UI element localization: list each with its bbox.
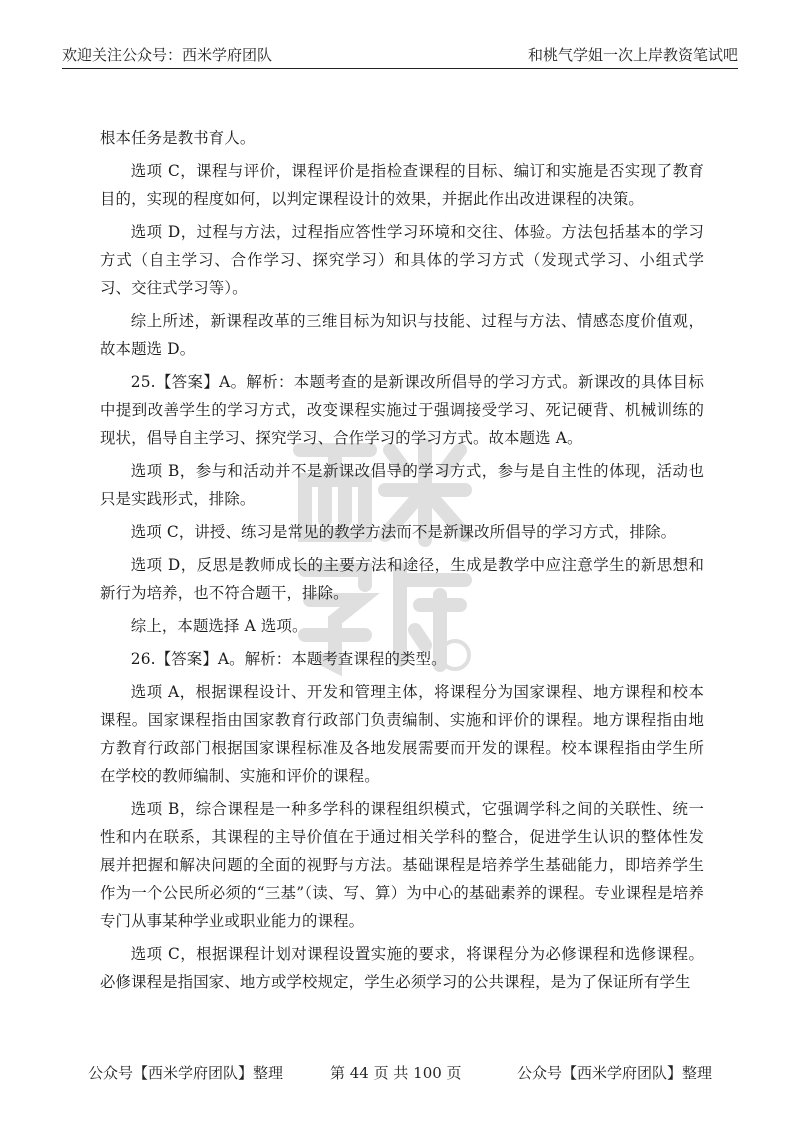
paragraph: 选项 D，过程与方法，过程指应答性学习环境和交往、体验。方法包括基本的学习方式（自主学习、合作学习、探究学习）和具体的学习方式（发现式学习、小组式学习、交往式学习等）。 (100, 223, 704, 297)
document-body (100, 124, 704, 1001)
paragraph: 选项 C，根据课程计划对课程设置实施的要求，将课程分为必修课程和选修课程。必修课程是指国家、地方或学校规定，学生必须学习的公共课程，是为了保证所有学生 (100, 945, 704, 991)
page-header (62, 38, 738, 69)
header-right-text: 和桃气学姐一次上岸教资笔试吧 (527, 46, 738, 64)
paragraph: 选项 C，课程与评价，课程评价是指检查课程的目标、编订和实施是否实现了教育目的，实现的程度如何，以判定课程设计的效果，并据此作出改进课程的决策。 (100, 162, 704, 208)
paragraph: 综上，本题选择 A 选项。 (130, 617, 308, 635)
paragraph: 选项 A，根据课程设计、开发和管理主体，将课程分为国家课程、地方课程和校本课程。国家课程指由国家教育行政部门负责编制、实施和评价的课程。地方课程指由地方教育行政部门根据国家课程标准及各地发展需要而开发的课程。校本课程指由学生所在学校的教师编制、实施和评价的课程。 (100, 683, 704, 785)
paragraph: 选项 B，参与和活动并不是新课改倡导的学习方式，参与是自主性的体现，活动也只是实践形式，排除。 (100, 462, 704, 508)
paragraph: 25.【答案】A。解析：本题考查的是新课改所倡导的学习方式。新课改的具体目标中提到改善学生的学习方式，改变课程实施过于强调接受学习、死记硬背、机械训练的现状，倡导自主学习、探究学习、合作学习的学习方式。故本题选 A。 (100, 373, 704, 447)
footer-left-text: 公众号【西米学府团队】整理 (88, 1064, 284, 1082)
header-left-text: 欢迎关注公众号：西米学府团队 (62, 46, 273, 64)
paragraph: 26.【答案】A。解析：本题考查课程的类型。 (130, 650, 447, 668)
paragraph: 选项 C，讲授、练习是常见的教学方法而不是新课改所倡导的学习方式，排除。 (130, 523, 677, 541)
paragraph: 根本任务是教书育人。 (100, 129, 256, 147)
paragraph: 综上所述，新课程改革的三维目标为知识与技能、过程与方法、情感态度价值观，故本题选 D。 (100, 312, 704, 358)
page-number: 第 44 页 共 100 页 (330, 1064, 462, 1082)
page-footer (88, 1062, 712, 1084)
footer-right-text: 公众号【西米学府团队】整理 (516, 1064, 712, 1082)
paragraph: 选项 B，综合课程是一种多学科的课程组织模式，它强调学科之间的关联性、统一性和内在联系，其课程的主导价值在于通过相关学科的整合，促进学生认识的整体性发展并把握和解决问题的全面的视野与方法。基础课程是培养学生基础能力，即培养学生作为一个公民所必须的“三基”（读、写、算）为中心的基础素养的课程。专业课程是培养专门从事某种学业或职业能力的课程。 (100, 800, 704, 930)
paragraph: 选项 D，反思是教师成长的主要方法和途径，生成是教学中应注意学生的新思想和新行为培养，也不符合题干，排除。 (100, 556, 704, 602)
